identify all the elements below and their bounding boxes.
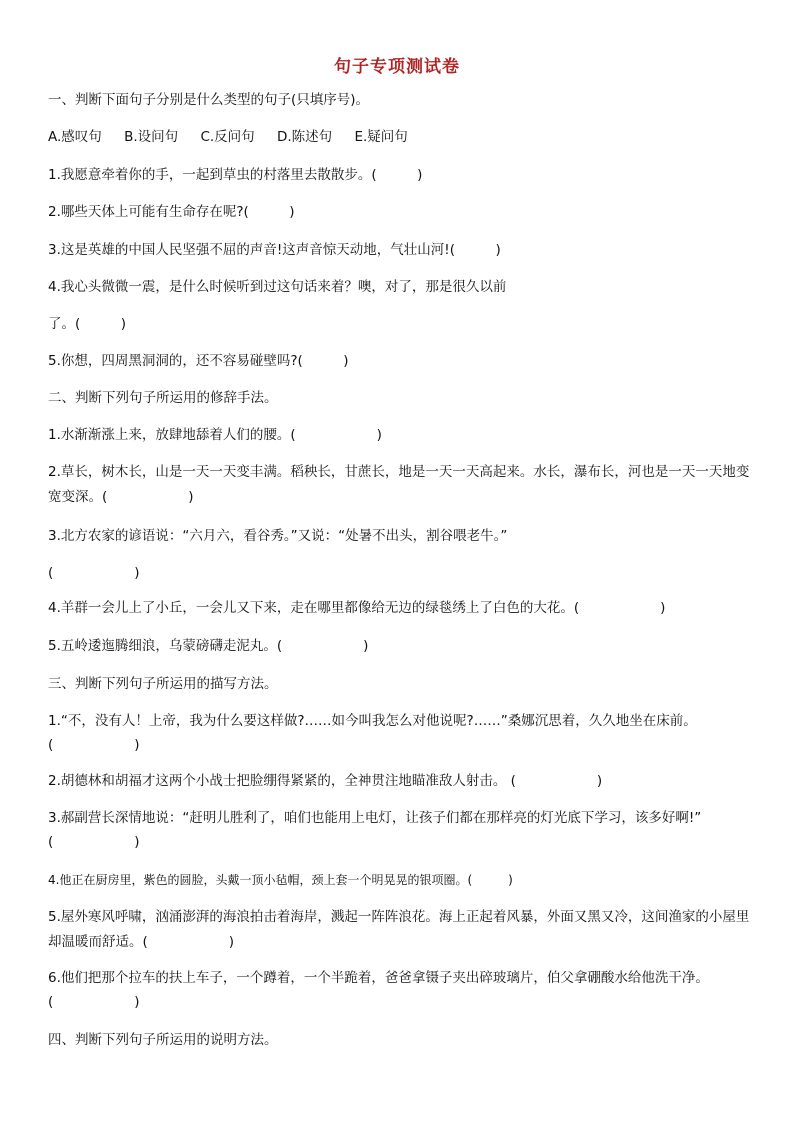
question: 4.他正在厨房里，紫色的圆脸，头戴一顶小毡帽，颈上套一个明晃晃的银项圈。( ) — [48, 873, 513, 887]
question: 1.“不，没有人！上帝，我为什么要这样做?……如今叫我怎么对他说呢?……”桑娜沉思着，久久地坐在床前。 — [48, 713, 697, 729]
section-2-heading: 二、判断下列句子所运用的修辞手法。 — [48, 390, 278, 406]
question: 3.这是英雄的中国人民坚强不屈的声音!这声音惊天动地，气壮山河!( ) — [48, 242, 501, 258]
option-a: A.感叹句 — [48, 129, 102, 145]
question: 5.你想，四周黑洞洞的，还不容易碰壁吗?( ) — [48, 353, 349, 369]
question: 3.北方农家的谚语说：“六月六，看谷秀。”又说：“处暑不出头，割谷喂老牛。” — [48, 528, 508, 544]
answer-blank: ( ) — [48, 994, 140, 1010]
question: 5.屋外寒风呼啸，汹涌澎湃的海浪拍击着海岸，溅起一阵阵浪花。海上正起着风暴，外面又黑又冷，这间渔家的小屋里却温暖而舒适。( ) — [48, 909, 750, 950]
answer-blank: ( ) — [48, 737, 140, 753]
options-row — [48, 127, 752, 147]
section-3-heading: 三、判断下列句子所运用的描写方法。 — [48, 676, 278, 692]
section-1-heading: 一、判断下面句子分别是什么类型的句子(只填序号)。 — [48, 92, 370, 108]
question: 1.我愿意牵着你的手，一起到草虫的村落里去散散步。( ) — [48, 167, 423, 183]
question: 1.水渐渐涨上来，放肆地舔着人们的腰。( ) — [48, 427, 382, 443]
page-title: 句子专项测试卷 — [334, 57, 460, 77]
question: 4.羊群一会儿上了小丘，一会儿又下来，走在哪里都像给无边的绿毯绣上了白色的大花。( ) — [48, 600, 666, 616]
option-b: B.设问句 — [124, 129, 179, 145]
question: 3.郝副营长深情地说：“赶明儿胜利了，咱们也能用上电灯，让孩子们都在那样亮的灯光底下学习，该多好啊!” — [48, 810, 702, 826]
question: 2.胡德林和胡福才这两个小战士把脸绷得紧紧的，全神贯注地瞄准敌人射击。 ( ) — [48, 773, 603, 789]
question-continuation: 了。( ) — [48, 316, 127, 332]
question: 2.哪些天体上可能有生命存在呢?( ) — [48, 204, 295, 220]
option-e: E.疑问句 — [354, 129, 408, 145]
answer-blank: ( ) — [48, 834, 140, 850]
question: 2.草长，树木长，山是一天一天变丰满。稻秧长，甘蔗长，地是一天一天高起来。水长，瀑布长，河也是一天一天地变宽变深。( ) — [48, 464, 750, 505]
answer-blank: ( ) — [48, 565, 140, 581]
option-d: D.陈述句 — [276, 129, 333, 145]
option-c: C.反问句 — [200, 129, 255, 145]
question: 6.他们把那个拉车的扶上车子，一个蹲着，一个半跪着，爸爸拿镊子夹出碎玻璃片，伯父拿硼酸水给他洗干净。 — [48, 970, 709, 986]
section-4-heading: 四、判断下列句子所运用的说明方法。 — [48, 1032, 278, 1048]
question: 4.我心头微微一震，是什么时候听到过这句话来着？噢，对了，那是很久以前 — [48, 279, 507, 295]
question: 5.五岭逶迤腾细浪，乌蒙磅礴走泥丸。( ) — [48, 638, 369, 654]
